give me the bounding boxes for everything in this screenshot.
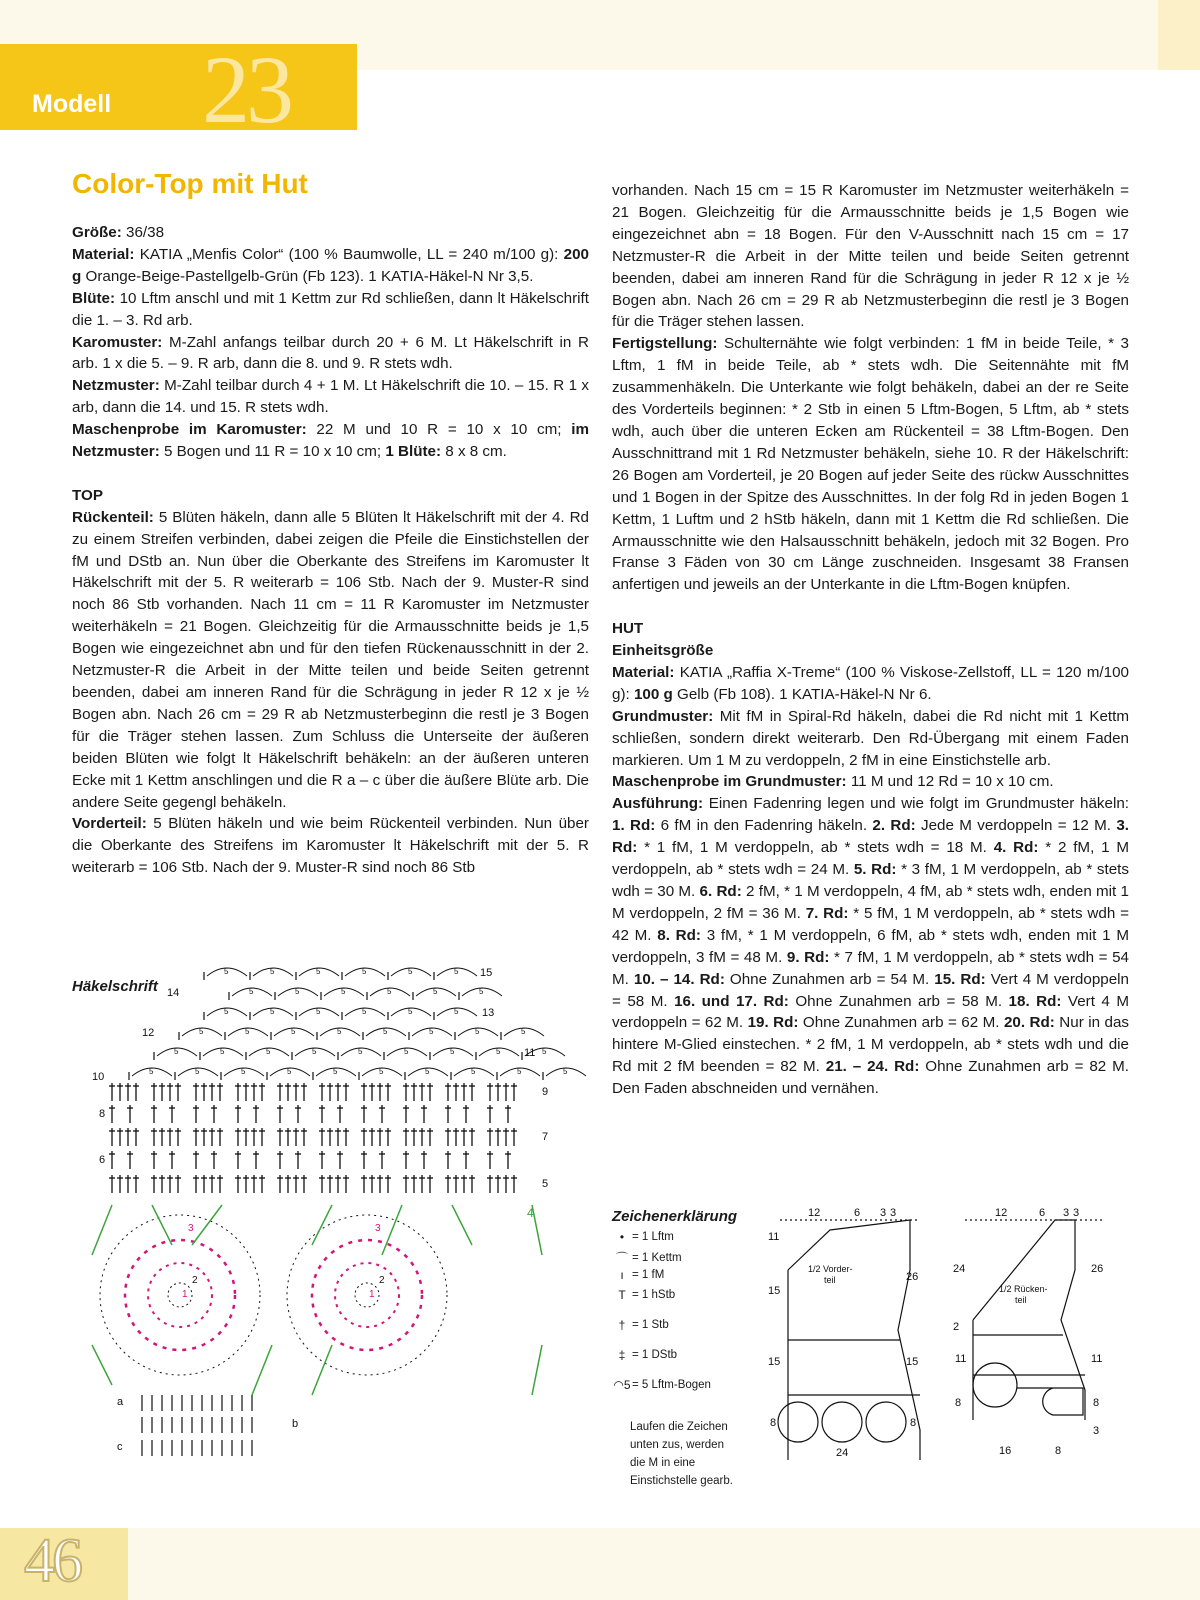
legend-item (612, 1378, 711, 1392)
dim-label: 16 (999, 1445, 1012, 1457)
arc-count: 5 (316, 1007, 321, 1016)
arc-count: 5 (383, 1027, 388, 1036)
size-value: 36/38 (121, 224, 165, 241)
execution-text: Einen Fadenring legen und wie folgt im Grundmuster häkeln: (703, 795, 1129, 813)
round-number: 2 (192, 1275, 198, 1286)
round-text: 2 fM, * 1 M verdoppeln, 4 fM, ab * stets wdh, enden mit 1 M verdoppeln, 2 fM = 36 M. (612, 882, 1129, 922)
round-label: 19. Rd: (747, 1014, 799, 1032)
round-number: 2 (379, 1275, 385, 1286)
dim-label: 6 (1039, 1207, 1046, 1219)
round-label: 20. Rd: (1003, 1014, 1055, 1032)
netz-value: M-Zahl teilbar durch 4 + 1 M. Lt Häkelschrift die 10. – 15. R 1 x arb, dann die 14. und 15. R stets wdh. (72, 377, 589, 417)
bluete-paragraph (72, 288, 589, 332)
page-title: Color-Top mit Hut (72, 168, 308, 199)
size-paragraph (72, 222, 589, 244)
front-schematic (768, 1207, 950, 1500)
row-number: 13 (482, 1007, 495, 1019)
flower-circle (973, 1363, 1017, 1407)
dim-label: 3 (880, 1207, 887, 1219)
top-heading: TOP (72, 486, 103, 504)
join-arrow-icon (452, 1205, 472, 1245)
round-label: 4. Rd: (993, 839, 1039, 857)
execution-paragraph (612, 793, 1129, 1100)
arc-count: 5 (517, 1067, 522, 1076)
round-text: 6 fM in den Fadenring häkeln. (655, 817, 873, 835)
dim-label: 26 (1091, 1263, 1104, 1275)
round-label: 10. – 14. Rd: (633, 970, 725, 988)
arc-count: 5 (475, 1027, 480, 1036)
dim-label: 3 (890, 1207, 897, 1219)
gauge-label-2: im Netzmuster: (72, 421, 589, 461)
dim-label: 15 (768, 1356, 781, 1368)
note-line: unten zus, werden (630, 1439, 724, 1451)
page-number: 46 (24, 1527, 80, 1595)
netz-paragraph (72, 375, 589, 419)
dim-label: 8 (770, 1417, 777, 1429)
join-arrow-icon (192, 1205, 222, 1245)
legend-item (612, 1348, 677, 1362)
arc-count: 5 (408, 1007, 413, 1016)
flower-circle (778, 1402, 818, 1442)
legend-text: = 1 Stb (632, 1319, 669, 1331)
hat-heading-paragraph (612, 618, 1129, 640)
flower-petal-round (125, 1240, 235, 1350)
base-pattern-label: Grundmuster: (612, 707, 714, 725)
join-arrow-icon (252, 1345, 272, 1395)
flower-circle (866, 1402, 906, 1442)
join-arrow-icon (92, 1205, 112, 1255)
arc-count: 5 (316, 967, 321, 976)
left-column (72, 222, 589, 879)
round-text: * 5 fM, 1 M verdoppeln, ab * stets wdh = 42 M. (612, 904, 1129, 944)
arc-count: 5 (450, 1047, 455, 1056)
round-label: 3. Rd: (612, 817, 1129, 857)
dim-label: 26 (906, 1271, 919, 1283)
material-paragraph (72, 244, 589, 288)
round-text: Vert 4 M verdoppeln = 58 M. (612, 970, 1129, 1010)
arc-count: 5 (362, 1007, 367, 1016)
arc-count: 5 (521, 1027, 526, 1036)
row-number: 10 (92, 1071, 105, 1083)
karo-paragraph (72, 332, 589, 376)
row-number: 7 (542, 1131, 549, 1143)
round-text: Ohne Zunahmen arb = 58 M. (788, 992, 1009, 1010)
arc-count: 5 (429, 1027, 434, 1036)
hat-gauge-value: 11 M und 12 Rd = 10 x 10 cm. (846, 773, 1054, 791)
hat-material-paragraph (612, 662, 1129, 706)
hat-material-text-2: Gelb (Fb 108). 1 KATIA-Häkel-N Nr 6. (672, 685, 932, 703)
round-label: 9. Rd: (786, 948, 830, 966)
material-label: Material: (72, 245, 135, 263)
join-arrow-icon (532, 1345, 542, 1395)
schema-label: 1/2 Vorder- (808, 1264, 853, 1274)
legend-symbol-icon: • (619, 1230, 625, 1244)
join-arrow-icon (152, 1205, 172, 1245)
arc-count: 5 (337, 1027, 342, 1036)
legend-note (630, 1418, 733, 1490)
execution-label: Ausführung: (612, 795, 704, 813)
legend-symbol-icon: ◠5 (613, 1378, 631, 1392)
dim-label: 15 (768, 1285, 781, 1297)
legend-symbol-icon: † (618, 1318, 626, 1332)
front-paragraph (72, 813, 589, 879)
dim-label: 12 (808, 1207, 821, 1219)
round-text: * 7 fM, 1 M verdoppeln, ab * stets wdh = 54 M. (612, 948, 1129, 988)
arc-count: 5 (220, 1047, 225, 1056)
join-arrow-icon (382, 1205, 402, 1255)
finishing-label: Fertigstellung: (612, 335, 718, 353)
row-number: 4 (527, 1206, 534, 1220)
join-arrow-icon (312, 1345, 332, 1395)
legend-symbol-icon: ‡ (618, 1348, 626, 1362)
crochet-chart (72, 955, 572, 1495)
back-schematic (953, 1207, 1135, 1500)
dim-label: 6 (854, 1207, 861, 1219)
dim-label: 3 (1073, 1207, 1080, 1219)
legend-item (612, 1268, 664, 1282)
arc-count: 5 (404, 1047, 409, 1056)
arc-count: 5 (291, 1027, 296, 1036)
gauge-text: 22 M und 10 R = 10 x 10 cm; (306, 421, 572, 439)
arc-count: 5 (266, 1047, 271, 1056)
arc-count: 5 (471, 1067, 476, 1076)
legend-symbol-icon: T (618, 1288, 626, 1302)
round-label: 6. Rd: (699, 882, 742, 900)
row-letter: a (117, 1396, 124, 1408)
legend-item (612, 1230, 674, 1244)
arc-count: 5 (542, 1047, 547, 1056)
arc-count: 5 (479, 987, 484, 996)
hat-size-paragraph (612, 640, 1129, 662)
dim-label: 8 (1093, 1397, 1100, 1409)
bluete-label: Blüte: (72, 289, 116, 307)
right-column (612, 180, 1129, 1100)
round-label: 18. Rd: (1008, 992, 1062, 1010)
gauge-label-3: 1 Blüte: (385, 443, 442, 461)
arc-count: 5 (425, 1067, 430, 1076)
note-line: Einstichstelle gearb. (630, 1475, 733, 1487)
finishing-value: Schulternähte wie folgt verbinden: 1 fM in beide Teile, * 3 Lftm, 1 fM in beide Teile, ab * stets wdh. Die Seitennähte mit fM zusammenhäkeln. Die Unterkante wie folgt behäkeln, dabei an der re Seite des Vorderteils beginnen: * 2 Stb in einen 5 Lftm-Bogen, 5 Lftm, ab * stets wdh, auch über die unteren Ecken am Rückenteil = 38 Lftm-Bogen. Den Ausschnittrand mit 1 Rd Netzmuster behäkeln, siehe 10. R der Häkelschrift: 26 Bogen am Vorderteil, je 20 Bogen auf jeder Seite des rückw Ausschnittes und 1 Bogen in der Spitze des Ausschnittes. In der folg Rd in jeden Bogen 1 Kettm, 1 Luftm und 2 hStb häkeln, dann mit 1 Kettm die Rd schließen. Die Armausschnitte wie den Halsausschnitt behäkeln, jedoch mit 32 Bogen. Pro Franse 3 Fäden von 30 cm Länge zuschneiden. Insgesamt 38 Fransen anfertigen und jeweils an der Unterkante in die Lftm-Bogen knüpfen. (612, 335, 1129, 594)
schema-label: teil (824, 1275, 836, 1285)
legend-item (612, 1318, 669, 1332)
round-label: 21. – 24. Rd: (825, 1058, 920, 1076)
arc-count: 5 (563, 1067, 568, 1076)
dim-label: 24 (836, 1447, 849, 1459)
hat-material-label: Material: (612, 663, 675, 681)
arc-count: 5 (195, 1067, 200, 1076)
base-pattern-value: Mit fM in Spiral-Rd häkeln, dabei die Rd nicht mit 1 Kettm schließen, sondern direkt weiterarb. Den Rd-Übergang mit einem Faden markieren. Um 1 M zu verdoppeln, 2 fM in eine Einstichstelle arb. (612, 707, 1129, 769)
arc-count: 5 (224, 967, 229, 976)
dim-label: 3 (1063, 1207, 1070, 1219)
arc-count: 5 (241, 1067, 246, 1076)
back-outline (973, 1220, 1085, 1420)
arc-count: 5 (199, 1027, 204, 1036)
arc-count: 5 (270, 967, 275, 976)
round-label: 15. Rd: (934, 970, 986, 988)
round-number: 1 (369, 1289, 375, 1300)
legend-text: = 1 DStb (632, 1349, 678, 1361)
round-label: 1. Rd: (612, 817, 656, 835)
front-label: Vorderteil: (72, 815, 147, 833)
front-value: 5 Blüten häkeln und wie beim Rückenteil verbinden. Nun über die Oberkante des Streifens im Karomuster lt Häkelschrift mit der 5. R weiterarb = 106 Stb. Nach der 9. Muster-R sind noch 86 Stb (72, 815, 589, 877)
dim-label: 11 (1091, 1353, 1103, 1365)
bottom-band (0, 1528, 1200, 1600)
netz-label: Netzmuster: (72, 377, 160, 395)
dim-label: 11 (768, 1231, 780, 1243)
round-text: Ohne Zunahmen arb = 54 M. (724, 970, 935, 988)
back-paragraph (72, 507, 589, 814)
spacer (72, 463, 589, 485)
arc-count: 5 (312, 1047, 317, 1056)
arc-count: 5 (270, 1007, 275, 1016)
row-number: 5 (542, 1178, 549, 1190)
gauge-paragraph (72, 419, 589, 463)
legend-item (612, 1288, 675, 1302)
chart-title: Häkelschrift (72, 978, 158, 995)
spacer (612, 596, 1129, 618)
base-pattern-paragraph (612, 706, 1129, 772)
hat-size: Einheitsgröße (612, 642, 714, 660)
back-value: 5 Blüten häkeln, dann alle 5 Blüten lt Häkelschrift mit der 4. Rd zu einem Streifen verbinden, dabei zeigen die Pfeile die Einstichstellen der fM und DStb an. Nun über die Oberkante des Streifens im Karomuster lt Häkelschrift mit der 5. R weiterarb = 106 Stb. Nach der 9. Muster-R sind noch 86 Stb vorhanden. Nach 11 cm = 11 R Karomuster im Netzmuster weiterhäkeln = 21 Bogen. Gleichzeitig für die Armausschnitte beids je 1,5 Bogen wie eingezeichnet abn und für den tiefen Rückenausschnitt in der 2. Netzmuster-R die Arbeit in der Mitte teilen und beide Seiten getrennt beenden, dabei am inneren Rand für die Schrägung in jeder R 12 x je ½ Bogen abn. Nach 26 cm = 29 R ab Netzmusterbeginn die restl je 3 Bogen für die Träger stehen lassen. Zum Schluss die Unterseite der äußeren beiden Blüten wie folgt lt Häkelschrift behäkeln: an der äußeren unteren Ecke mit 1 Kettm anschlingen und die R a – c über die äußere Blüte arb. Die andere Seite gegengl behäkeln. (72, 508, 589, 811)
arc-count: 5 (245, 1027, 250, 1036)
top-heading-paragraph (72, 485, 589, 507)
round-label: 16. und 17. Rd: (674, 992, 789, 1010)
dim-label: 11 (955, 1353, 967, 1365)
round-number: 3 (375, 1223, 381, 1234)
arc-count: 5 (249, 987, 254, 996)
arc-count: 5 (295, 987, 300, 996)
legend-symbol-icon: ı (620, 1268, 624, 1282)
bluete-value: 10 Lftm anschl und mit 1 Kettm zur Rd schließen, dann lt Häkelschrift die 1. – 3. Rd arb. (72, 289, 589, 329)
arc-count: 5 (454, 1007, 459, 1016)
flower-center (168, 1283, 192, 1307)
flower-center (355, 1283, 379, 1307)
round-label: 7. Rd: (805, 904, 849, 922)
gauge-text-3: 8 x 8 cm. (441, 443, 507, 461)
round-text: Ohne Zunahmen arb = 82 M. Den Faden abschneiden und vernähen. (612, 1058, 1129, 1098)
round-text: Vert 4 M verdoppeln = 62 M. (612, 992, 1129, 1032)
flower-inner-round (335, 1263, 399, 1327)
flower-edge (1017, 1388, 1083, 1415)
legend-text: = 1 fM (632, 1269, 665, 1281)
karo-label: Karomuster: (72, 333, 163, 351)
back-label: Rückenteil: (72, 508, 154, 526)
dim-label: 8 (910, 1417, 917, 1429)
round-text: * 1 fM, 1 M verdoppeln, ab * stets wdh = 18 M. (637, 839, 994, 857)
dim-label: 12 (995, 1207, 1008, 1219)
legend-text: = 5 Lftm-Bogen (632, 1379, 711, 1391)
arc-count: 5 (174, 1047, 179, 1056)
arc-count: 5 (454, 967, 459, 976)
arc-count: 5 (287, 1067, 292, 1076)
legend-text: = 1 Kettm (632, 1251, 682, 1264)
dim-label: 24 (953, 1263, 966, 1275)
material-text-2: Orange-Beige-Pastellgelb-Grün (Fb 123). 1 KATIA-Häkel-N Nr 3,5. (81, 267, 534, 285)
material-amount: 200 g (72, 245, 589, 285)
dim-label: 3 (1093, 1425, 1100, 1437)
round-number: 1 (182, 1289, 188, 1300)
round-text: * 2 fM, 1 M verdoppeln, ab * stets wdh = 24 M. (612, 839, 1129, 879)
hat-gauge-label: Maschenprobe im Grundmuster: (612, 773, 847, 791)
arc-count: 5 (362, 967, 367, 976)
row-number: 15 (480, 967, 493, 979)
hat-heading: HUT (612, 620, 644, 638)
schema-label: 1/2 Rücken- (999, 1284, 1048, 1294)
round-number: 3 (188, 1223, 194, 1234)
round-text: Ohne Zunahmen arb = 62 M. (798, 1014, 1004, 1032)
arc-count: 5 (496, 1047, 501, 1056)
note-line: die M in eine (630, 1457, 696, 1469)
gauge-label: Maschenprobe im Karomuster: (72, 421, 307, 439)
arc-count: 5 (358, 1047, 363, 1056)
dim-label: 8 (1055, 1445, 1062, 1457)
arc-count: 5 (408, 967, 413, 976)
round-label: 2. Rd: (872, 817, 916, 835)
row-number: 14 (167, 987, 180, 999)
size-label: Größe: (72, 224, 122, 241)
join-arrow-icon (92, 1345, 112, 1385)
dim-label: 2 (953, 1321, 960, 1333)
note-line: Laufen die Zeichen (630, 1421, 728, 1433)
flower-inner-round (148, 1263, 212, 1327)
round-text: 3 fM, * 1 M verdoppeln, 6 fM, ab * stets wdh, enden mit 1 M verdoppeln, 3 fM = 48 M. (612, 926, 1129, 966)
row-number: 8 (99, 1108, 106, 1120)
arc-count: 5 (224, 1007, 229, 1016)
hat-gauge-paragraph (612, 771, 1129, 793)
gauge-text-2: 5 Bogen und 11 R = 10 x 10 cm; (159, 443, 386, 461)
hat-material-amount: 100 g (633, 685, 673, 703)
karo-value: M-Zahl anfangs teilbar durch 20 + 6 M. Lt Häkelschrift in R arb. 1 x die 5. – 9. R arb, dann die 8. und 9. R stets wdh. (72, 333, 589, 373)
legend-symbol-icon: ⌒ (615, 1251, 628, 1265)
row-number: 12 (142, 1027, 155, 1039)
arc-count: 5 (387, 987, 392, 996)
round-label: 5. Rd: (853, 861, 897, 879)
model-number: 23 (202, 36, 290, 143)
schema-label: teil (1015, 1295, 1027, 1305)
material-text: KATIA „Menfis Color“ (100 % Baumwolle, LL = 240 m/100 g): (134, 245, 564, 263)
round-text: Nur in das hintere M-Glied einstechen. * 2 fM, 1 M verdoppeln, ab * stets wdh und die Rd mit 2 fM beenden = 82 M. (612, 1014, 1129, 1076)
row-number: 6 (99, 1154, 106, 1166)
dim-label: 8 (955, 1397, 962, 1409)
row-number: 9 (542, 1086, 549, 1098)
row-letter: c (117, 1441, 123, 1453)
legend-text: = 1 Lftm (632, 1231, 674, 1243)
round-text: Jede M verdoppeln = 12 M. (915, 817, 1117, 835)
round-label: 8. Rd: (657, 926, 701, 944)
legend-title: Zeichenerklärung (612, 1208, 738, 1225)
finishing-paragraph (612, 333, 1129, 596)
flower-petal-round (312, 1240, 422, 1350)
row-number: 11 (524, 1047, 536, 1059)
round-text: * 3 fM, 1 M verdoppeln, ab * stets wdh = 30 M. (612, 861, 1129, 900)
legend-text: = 1 hStb (632, 1289, 676, 1301)
front-continued: vorhanden. Nach 15 cm = 15 R Karomuster im Netzmuster weiterhäkeln = 21 Bogen. Gleichzeitig für die Armausschnitte beids je 1,5 Bogen wie eingezeichnet abn = 18 Bogen. Für den V-Ausschnitt nach 15 cm = 17 Netzmuster-R die Arbeit in der Mitte teilen und beide Seiten getrennt beenden, dabei am inneren Rand für die Schrägung in jeder R 12 x je ½ Bogen abn. Nach 26 cm = 29 R ab Netzmusterbeginn die restl je 3 Bogen für die Träger stehen lassen. (612, 182, 1129, 331)
row-letter: b (292, 1418, 299, 1430)
arc-count: 5 (379, 1067, 384, 1076)
arc-count: 5 (149, 1067, 154, 1076)
hat-material-text: KATIA „Raffia X-Treme“ (100 % Viskose-Zellstoff, LL = 120 m/100 g): (612, 663, 1129, 703)
arc-count: 5 (333, 1067, 338, 1076)
model-label: Modell (32, 90, 112, 118)
legend-item (612, 1249, 682, 1266)
flower-circle (822, 1402, 862, 1442)
corner-accent (1158, 0, 1200, 70)
dim-label: 15 (906, 1356, 919, 1368)
arc-count: 5 (433, 987, 438, 996)
arc-count: 5 (341, 987, 346, 996)
